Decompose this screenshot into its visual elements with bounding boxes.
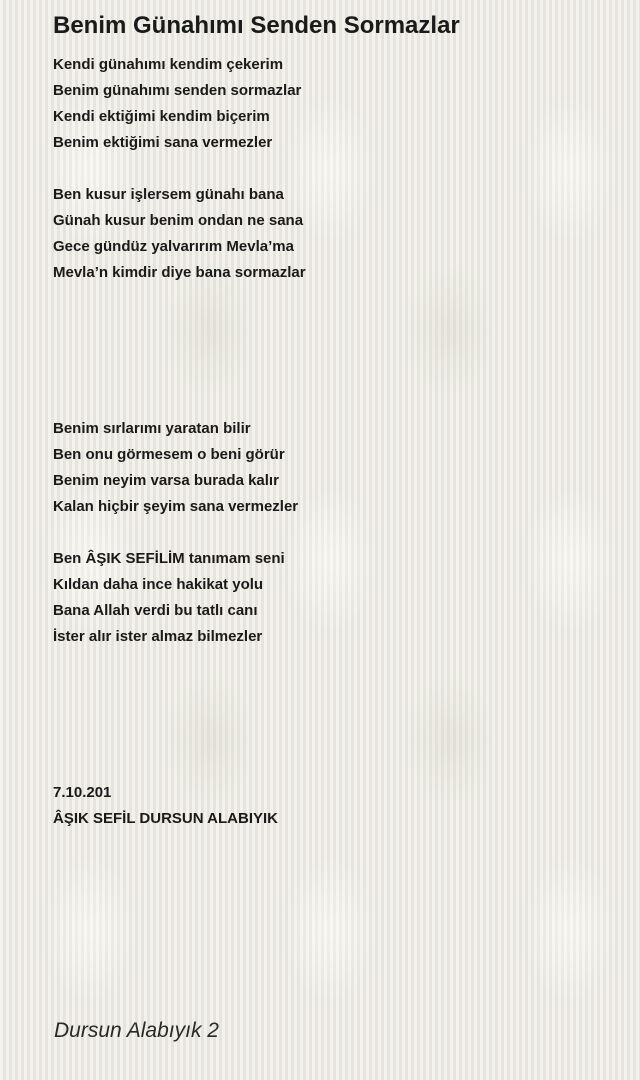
stanza-gap (53, 312, 613, 338)
poem-line: Ben ÂŞIK SEFİLİM tanımam seni (53, 550, 285, 567)
poem-line: Kendi ektiğimi kendim biçerim (53, 108, 270, 125)
poem-line: Benim ektiğimi sana vermezler (53, 134, 273, 151)
stanza-gap (53, 702, 613, 728)
stanza-gap (53, 520, 613, 546)
poem-line: Mevla’n kimdir diye bana sormazlar (53, 264, 306, 281)
poem-body (53, 52, 613, 832)
stanza-gap (53, 364, 613, 390)
poem-title: Benim Günahımı Senden Sormazlar (53, 12, 460, 39)
poem-line: Bana Allah verdi bu tatlı canı (53, 602, 258, 619)
poem-footer (53, 780, 613, 832)
stanza-gap (53, 338, 613, 364)
stanza-gap (53, 156, 613, 182)
poem-line: Günah kusur benim ondan ne sana (53, 212, 304, 229)
stanza (53, 416, 613, 520)
stanza-gap (53, 728, 613, 754)
poet-name: ÂŞIK SEFİL DURSUN ALABIYIK (53, 810, 279, 827)
stanza (53, 546, 613, 650)
poem-line: Ben kusur işlersem günahı bana (53, 186, 284, 203)
poem-date: 7.10.201 (53, 784, 112, 801)
poem-line: İster alır ister almaz bilmezler (53, 628, 263, 645)
stanza-gap (53, 676, 613, 702)
poem-line: Benim günahımı senden sormazlar (53, 82, 302, 99)
stanza (53, 52, 613, 156)
stanza-gap (53, 650, 613, 676)
stanza-gap (53, 390, 613, 416)
poem-line: Kendi günahımı kendim çekerim (53, 56, 284, 73)
poem-line: Kıldan daha ince hakikat yolu (53, 576, 264, 593)
poem-line: Benim neyim varsa burada kalır (53, 472, 279, 489)
poem-line: Ben onu görmesem o beni görür (53, 446, 285, 463)
poem-line: Benim sırlarımı yaratan bilir (53, 420, 251, 437)
stanza (53, 182, 613, 286)
author-signature: Dursun Alabıyık 2 (54, 1019, 219, 1042)
stanza-gap (53, 286, 613, 312)
poem-line: Kalan hiçbir şeyim sana vermezler (53, 498, 299, 515)
stanza-gap (53, 754, 613, 780)
poem-line: Gece gündüz yalvarırım Mevla’ma (53, 238, 294, 255)
